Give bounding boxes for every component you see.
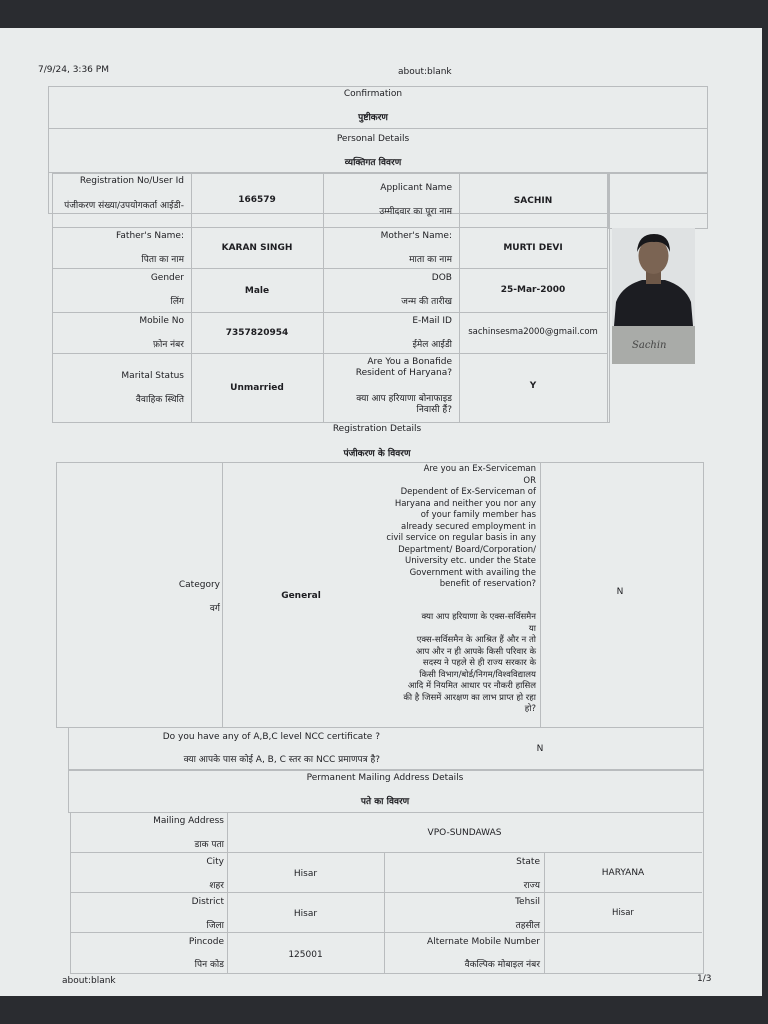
registration-no-label: Registration No/User Id: [79, 176, 184, 186]
mother-name-value: MURTI DEVI: [503, 243, 563, 253]
marital-status-label-hindi: वैवाहिक स्थिति: [135, 395, 184, 405]
email-value: sachinsesma2000@gmail.com: [468, 327, 598, 337]
mobile-label-hindi: फ़ोन नंबर: [153, 340, 184, 350]
print-timestamp: 7/9/24, 3:36 PM: [38, 65, 109, 75]
gender-label-hindi: लिंग: [170, 297, 184, 307]
category-label-hindi: वर्ग: [209, 604, 220, 614]
signature: Sachin: [632, 340, 667, 351]
ex-serviceman-question: Are you an Ex-Serviceman OR Dependent of Ex-Serviceman of Haryana and neither you nor any of your family member has already secured employment in civil service on regular basis in any Department/ Board/Corporation/ University etc. under the State Government with availing the benefit of reservation?: [386, 464, 536, 589]
ncc-label-hindi: क्या आपके पास कोई A, B, C स्तर का NCC प्रमाणपत्र है?: [183, 755, 380, 765]
gender-label: Gender: [150, 273, 184, 283]
pincode-label: Pincode: [188, 937, 224, 947]
mother-name-label-hindi: माता का नाम: [409, 255, 452, 265]
email-label: E-Mail ID: [412, 316, 452, 326]
tehsil-label-hindi: तहसील: [515, 921, 540, 931]
divider: [52, 353, 608, 354]
divider: [70, 892, 702, 893]
address-details-title: Permanent Mailing Address Details: [306, 773, 464, 783]
father-name-label-hindi: पिता का नाम: [141, 255, 184, 265]
divider: [52, 312, 608, 313]
father-name-value: KARAN SINGH: [221, 243, 293, 253]
mailing-address-label-hindi: डाक पता: [194, 840, 224, 850]
divider: [70, 852, 702, 853]
category-value: General: [281, 591, 321, 601]
resident-value: Y: [529, 381, 537, 391]
tehsil-label: Tehsil: [515, 897, 540, 907]
ex-serviceman-value: N: [616, 587, 624, 597]
city-label: City: [206, 857, 224, 867]
divider: [52, 268, 608, 269]
father-name-label: Father's Name:: [116, 231, 184, 241]
applicant-name-value: SACHIN: [513, 196, 553, 206]
divider: [384, 852, 385, 974]
confirmation-title-hindi: पुष्टीकरण: [358, 113, 388, 123]
pincode-label-hindi: पिन कोड: [194, 960, 224, 970]
alternate-mobile-label-hindi: वैकल्पिक मोबाइल नंबर: [464, 960, 540, 970]
state-label-hindi: राज्य: [523, 881, 540, 891]
confirmation-title: Confirmation: [343, 89, 403, 99]
registration-details-title-hindi: पंजीकरण के विवरण: [343, 449, 411, 459]
gender-value: Male: [244, 286, 270, 296]
category-label: Category: [178, 580, 220, 590]
tehsil-value: Hisar: [612, 908, 634, 918]
print-url: about:blank: [398, 67, 452, 77]
personal-details-title-hindi: व्यक्तिगत विवरण: [344, 158, 402, 168]
applicant-photo: [612, 228, 695, 364]
divider: [323, 173, 324, 423]
mailing-address-label: Mailing Address: [153, 816, 224, 826]
alternate-mobile-label: Alternate Mobile Number: [427, 937, 540, 947]
resident-label-hindi: क्या आप हरियाणा बोनाफाइड निवासी हैं?: [356, 394, 452, 415]
person-silhouette-icon: [612, 228, 695, 364]
divider: [48, 128, 708, 129]
state-label: State: [516, 857, 540, 867]
applicant-name-label-hindi: उम्मीदवार का पूरा नाम: [379, 207, 452, 217]
footer-url: about:blank: [62, 976, 116, 986]
registration-no-value: 166579: [238, 195, 276, 205]
email-label-hindi: ईमेल आईडी: [412, 340, 452, 350]
state-value: HARYANA: [601, 868, 645, 878]
resident-label: Are You a Bonafide Resident of Haryana?: [355, 357, 452, 378]
city-label-hindi: शहर: [209, 881, 224, 891]
ncc-value: N: [536, 744, 544, 754]
city-value: Hisar: [293, 869, 318, 879]
district-label-hindi: जिला: [206, 921, 224, 931]
applicant-name-label: Applicant Name: [380, 183, 452, 193]
district-value: Hisar: [293, 909, 318, 919]
registration-no-label-hindi: पंजीकरण संख्या/उपयोगकर्ता आईडी-: [64, 201, 184, 211]
dob-value: 25-Mar-2000: [500, 285, 566, 295]
pincode-value: 125001: [288, 950, 323, 960]
mobile-value: 7357820954: [225, 328, 289, 338]
dob-label: DOB: [431, 273, 452, 283]
divider: [70, 932, 702, 933]
district-label: District: [191, 897, 224, 907]
page-number: 1/3: [697, 974, 712, 984]
marital-status-value: Unmarried: [230, 383, 284, 393]
mobile-label: Mobile No: [139, 316, 184, 326]
ncc-label: Do you have any of A,B,C level NCC certificate ?: [162, 732, 380, 742]
marital-status-label: Marital Status: [121, 371, 184, 381]
dob-label-hindi: जन्म की तारीख: [401, 297, 452, 307]
mother-name-label: Mother's Name:: [380, 231, 452, 241]
empty-cell: [608, 173, 708, 229]
personal-details-title: Personal Details: [336, 134, 410, 144]
address-details-title-hindi: पते का विवरण: [360, 797, 410, 807]
mailing-address-value: VPO-SUNDAWAS: [427, 828, 502, 838]
divider: [52, 227, 608, 228]
ex-serviceman-question-hindi: क्या आप हरियाणा के एक्स-सर्विसमैन या एक्स-सर्विसमैन के आश्रित हैं और न तो आप और न ही आपके किसी परिवार के सदस्य ने पहले से ही राज्य सरकार के किसी विभाग/बोर्ड/निगम/विश्वविद्यालय आदि में नियमित आधार पर नौकरी हासिल की है जिसमें आरक्षण का लाभ प्राप्त हो रहा हो?: [403, 612, 536, 714]
registration-details-title: Registration Details: [332, 424, 422, 434]
